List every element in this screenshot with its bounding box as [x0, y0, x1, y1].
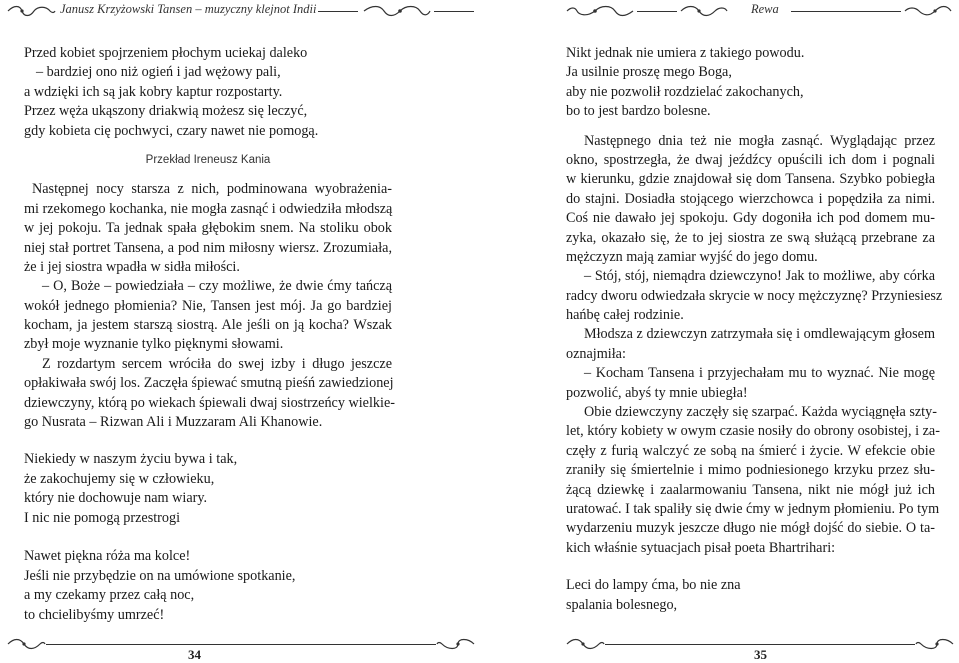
prose-line: go Nusrata – Rizwan Ali i Muzzaram Ali Khanowie. — [24, 414, 323, 431]
prose-line: let, który kobiety w owym czasie nosiły do obrony osobistej, i za- — [566, 423, 940, 440]
prose-block — [24, 180, 395, 432]
prose-line: żącą dziewkę i zaalarmowaniu Tansena, nikt nie mógł już ich — [566, 481, 935, 498]
poem-stanza — [24, 450, 392, 528]
right-page — [479, 0, 959, 662]
prose-line: Obie dziewczyny zaczęły się szarpać. Każda wyciągnęła szty- — [584, 404, 937, 421]
page-number: 35 — [754, 647, 767, 662]
prose-line: pozwolić, abyś ty mnie ubiegła! — [566, 384, 748, 401]
poem-line: bo to jest bardzo bolesne. — [566, 103, 711, 120]
header-divider — [637, 11, 677, 12]
prose-line: mężczyzn mają zamiar wyjść do jego domu. — [566, 248, 818, 265]
ornament-swirl-icon — [915, 637, 955, 651]
poem-stanza — [566, 576, 935, 615]
ornament-swirl-icon — [6, 4, 56, 18]
prose-line: wydarzeniu muzyk jeszcze długo nie mógł dojść do siebie. O ta- — [566, 520, 935, 537]
poem-line: spalania bolesnego, — [566, 596, 678, 613]
poem-line: Niekiedy w naszym życiu bywa i tak, — [24, 451, 238, 468]
poem-stanza — [566, 44, 935, 122]
right-page-header — [479, 0, 959, 22]
prose-line: niej stał portret Tansena, a pod nim miłosny wiersz. Zrozumiała, — [24, 239, 392, 256]
poem-stanza — [24, 44, 392, 141]
prose-line: Następnej nocy starsza z nich, podminowana wyobrażenia- — [32, 181, 392, 198]
prose-line: mi rzekomego kochanka, nie mogła zasnąć i odwiedziła młodszą — [24, 200, 393, 217]
poem-line: a my czekamy przez całą noc, — [24, 587, 195, 604]
poem-line: – bardziej ono niż ogień i jad wężowy pali, — [36, 64, 281, 81]
poem-stanza — [24, 547, 392, 625]
prose-line: do stajni. Dosiadła stojącego wierzchowca i popędziła za nimi. — [566, 190, 935, 207]
ornament-swirl-icon — [436, 637, 476, 651]
prose-line: uratować. I tak spaliły się dwie ćmy w jednym płomieniu. Po tym — [566, 500, 940, 517]
prose-line: Coś nie dawało jej spokoju. Gdy dogoniła ich pod domem mu- — [566, 210, 935, 227]
ornament-swirl-icon — [679, 4, 729, 18]
footer-divider — [46, 644, 436, 645]
poem-line: gdy kobieta cię pochwyci, czary nawet nie pomogą. — [24, 122, 319, 139]
ornament-swirl-icon — [6, 637, 46, 651]
header-divider — [318, 11, 358, 12]
prose-line: w jej pokoju. Ta jednak spała głębokim snem. Na stoliku obok — [24, 220, 392, 237]
header-divider — [791, 11, 901, 12]
prose-line: kich właśnie sytuacjach pisał poeta Bhartrihari: — [566, 539, 836, 556]
prose-line: wokół jednego płomienia? Nie, Tansen jest mój. Ja go bardziej — [24, 297, 392, 314]
poem-line: Przez węża ukąszony driakwią możesz się leczyć, — [24, 103, 308, 120]
left-page-body — [24, 44, 395, 625]
prose-line: okno, spostrzegła, że dwaj jeźdźcy opuścili ich dom i pognali — [566, 151, 935, 168]
right-page-footer — [479, 632, 959, 662]
poem-line: a wdzięki ich są jak kobry kaptur rozpostarty. — [24, 83, 283, 100]
poem-line: który nie dochowuje nam wiary. — [24, 490, 208, 507]
prose-line: hańbę całej rodzinie. — [566, 307, 684, 324]
poem-line: że zakochujemy się w człowieku, — [24, 470, 215, 487]
prose-line: zraniły się śmiertelnie i mimo podniesionego krzyku przez słu- — [566, 462, 935, 479]
prose-line: że i jej siostra wpadła w sidła miłości. — [24, 258, 240, 275]
prose-line: zbył moje wyznanie tylko pięknymi słowami. — [24, 336, 284, 353]
ornament-swirl-icon — [565, 4, 635, 18]
page-number: 34 — [188, 647, 201, 662]
poem-line: I nic nie pomogą przestrogi — [24, 509, 181, 526]
footer-divider — [605, 644, 915, 645]
poem-line: Przed kobiet spojrzeniem płochym uciekaj daleko — [24, 45, 308, 61]
poem-line: Leci do lampy ćma, bo nie zna — [566, 577, 741, 594]
left-page-footer — [0, 632, 479, 662]
running-header-title: Rewa — [751, 2, 779, 16]
prose-line: częły z furią walczyć ze sobą na śmierć i życie. W efekcie obie — [566, 442, 935, 459]
poem-line: Nawet piękna róża ma kolce! — [24, 548, 191, 565]
header-divider — [434, 11, 474, 12]
prose-line: dziewczyny, którą po wiekach śpiewali dwaj siostrzeńcy wielkie- — [24, 394, 395, 411]
prose-line: kocham, ja jestem starszą siostrą. Ale jeśli on ją kocha? Wszak — [24, 317, 392, 334]
poem-line: Jeśli nie przybędzie on na umówione spotkanie, — [24, 567, 296, 584]
prose-line: Młodsza z dziewczyn zatrzymała się i omdlewającym głosem — [584, 326, 935, 343]
prose-line: opłakiwała swój los. Zaczęła śpiewać smutną pieśń zawiedzionej — [24, 375, 394, 392]
prose-line: – O, Boże – powiedziała – czy możliwe, że dwie ćmy tańczą — [42, 278, 392, 295]
prose-line: – Stój, stój, niemądra dziewczyno! Jak to możliwe, aby córka — [584, 268, 935, 285]
prose-line: w kierunku, gdzie znajdował się dom Tansena. Szybko pobiegła — [566, 171, 935, 188]
prose-line: – Kocham Tansena i przyjechałam mu to wyznać. Nie mogę — [584, 365, 935, 382]
right-page-body — [566, 44, 943, 615]
prose-line: Następnego dnia też nie mogła zasnąć. Wyglądając przez — [584, 132, 935, 149]
poem-line: Ja usilnie proszę mego Boga, — [566, 64, 732, 81]
poem-line: to chcielibyśmy umrzeć! — [24, 606, 165, 623]
ornament-swirl-icon — [565, 637, 605, 651]
ornament-swirl-icon — [362, 4, 432, 18]
left-page-header — [0, 0, 479, 22]
prose-line: Z rozdartym sercem wróciła do swej izby i długo jeszcze — [42, 355, 392, 372]
ornament-swirl-icon — [903, 4, 953, 18]
poem-line: Nikt jednak nie umiera z takiego powodu. — [566, 45, 805, 61]
poem-line: aby nie pozwolił rozdzielać zakochanych, — [566, 83, 804, 100]
prose-line: oznajmiła: — [566, 345, 626, 362]
running-header-author-title: Janusz Krzyżowski Tansen – muzyczny klejnot Indii — [60, 2, 317, 16]
prose-line: zyka, okazało się, że to jej siostra ze swą służącą przebrane za — [566, 229, 935, 246]
prose-block — [566, 132, 943, 559]
left-page — [0, 0, 479, 662]
translation-credit: Przekład Ireneusz Kania — [145, 153, 271, 166]
prose-line: radcy dworu odwiedzała skrycie w nocy mężczyznę? Przyniesiesz — [566, 287, 943, 304]
